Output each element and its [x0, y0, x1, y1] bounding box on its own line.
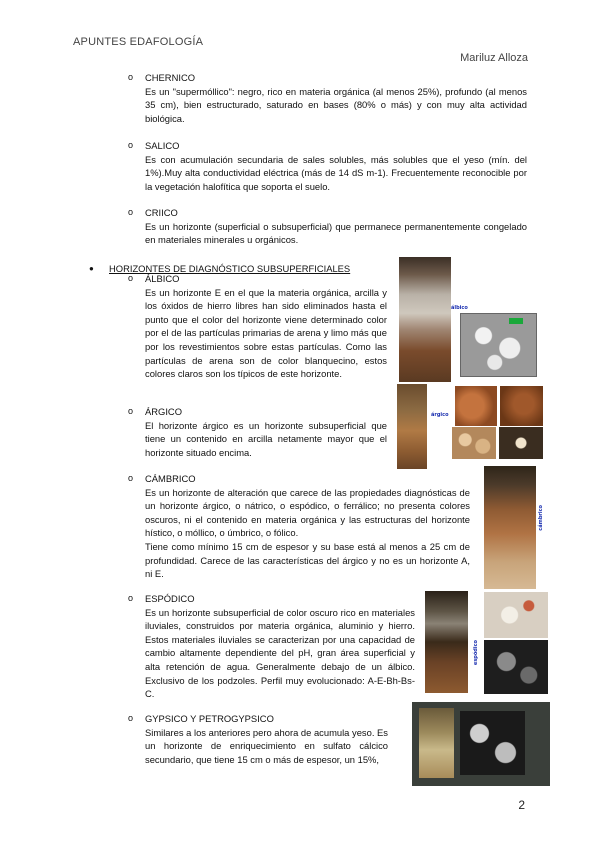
section-title: CRIICO [145, 207, 178, 218]
section-body: Es un horizonte de alteración que carece de las propiedades diagnósticas de un horizonte árgico, o nátrico, o espódico, o ferrálico; no presenta colores oscuros, ni el contenido en materia orgánica y las estructuras del horizonte hístico, o móllico, o úmbrico, o fólico. [145, 486, 470, 539]
section-gypsico [128, 712, 388, 766]
cambrico-figure-label: cámbrico [538, 505, 544, 531]
list-bullet: o [128, 406, 134, 416]
section-body: Es un "supermóllico": negro, rico en materia orgánica (al menos 25%), profundo (al menos 35 cm), bien estructurado, saturado en bases (80% o más) y con muy alta actividad biológica. [145, 85, 527, 124]
section-title: CHERNICO [145, 72, 196, 83]
list-bullet: o [128, 273, 134, 283]
albico-micrograph-photo [460, 313, 537, 377]
section-criico [128, 206, 527, 247]
espodico-micrograph-photo-2 [484, 640, 548, 694]
albico-figure-label: álbico [451, 305, 468, 311]
gypsico-micrograph-photo [460, 711, 525, 775]
section-body: Similares a los anteriores pero ahora de acumula yeso. Es un horizonte de enriquecimiento en sulfato cálcico secundario, que tiene 15 cm o más de espesor, un 15%, [145, 726, 388, 765]
section-body: Es un horizonte (superficial o subsuperficial) que permanece permanentemente congelado en materiales minerales u orgánicos. [145, 220, 527, 246]
section-body: Es un horizonte subsuperficial de color oscuro rico en materiales iluviales, construidos por materia orgánica, aluminio y hierro. Estos materiales iluviales se caracterizan por una capacidad de cambio altamente dependiente del pH, gran área superficial y alta retención de agua. Generalmente debajo de un álbico. Exclusivo de los podzoles. Perfil muy evolucionado: A-E-Bh-Bs-C. [145, 606, 415, 700]
cambrico-soil-profile-photo [484, 466, 536, 589]
espodico-micrograph-photo [484, 592, 548, 638]
espodico-soil-profile-photo [425, 591, 468, 693]
document-author: Mariluz Alloza [460, 52, 528, 64]
section-body: El horizonte árgico es un horizonte subsuperficial que tiene un contenido en arcilla netamente mayor que el horizonte situado encima. [145, 419, 387, 458]
list-bullet: o [128, 207, 134, 217]
list-bullet: o [128, 473, 134, 483]
argico-field-photo-2 [500, 386, 543, 426]
list-bullet: o [128, 72, 134, 82]
main-bullet-dot: ● [89, 264, 94, 273]
argico-field-photo [455, 386, 497, 426]
section-body-continued: Tiene como mínimo 15 cm de espesor y su base está al menos a 25 cm de profundidad. Carece de las características del árgico y no es un horizonte A, ni E. [145, 540, 470, 580]
section-title: ÁRGICO [145, 406, 182, 417]
list-bullet: o [128, 140, 134, 150]
section-title: ESPÓDICO [145, 593, 195, 604]
section-title: CÁMBRICO [145, 473, 196, 484]
document-header-title: APUNTES EDAFOLOGÍA [73, 36, 204, 48]
section-title: GYPSICO Y PETROGYPSICO [145, 713, 274, 724]
list-bullet: o [128, 593, 134, 603]
argico-figure-label: árgico [431, 412, 449, 418]
section-albico [128, 272, 387, 381]
section-argico [128, 405, 387, 459]
espodico-figure-label: espódico [473, 640, 479, 666]
section-chernico [128, 71, 527, 125]
argico-micrograph-photo [452, 427, 496, 459]
albico-soil-profile-photo [399, 257, 451, 382]
section-salico [128, 139, 527, 193]
main-heading-label: HORIZONTES DE DIAGNÓSTICO SUBSUPERFICIALES [109, 263, 351, 274]
scale-bar-marker [509, 318, 523, 324]
section-cambrico [128, 472, 470, 581]
section-body: Es un horizonte E en el que la materia orgánica, arcilla y los óxidos de hierro libres han sido eliminados hasta el punto que el color del horizonte viene determinado color por el de las partículas primarias de arena y limo más que por los revestimientos sobre estas partículas. Como las partículas de arena son de color blanquecino, estos colores claros son los típicos de este horizonte. [145, 286, 387, 380]
gypsico-soil-profile-photo [419, 708, 454, 778]
argico-micrograph-photo-2 [499, 427, 543, 459]
argico-soil-profile-photo [397, 384, 427, 469]
section-title: SALICO [145, 140, 180, 151]
section-title: ÁLBICO [145, 273, 180, 284]
section-espodico [128, 592, 415, 701]
list-bullet: o [128, 713, 134, 723]
page-number: 2 [518, 798, 525, 812]
section-body: Es con acumulación secundaria de sales solubles, más solubles que el yeso (mín. del 1%).Muy alta conductividad eléctrica (más de 14 dS m-1). Frecuentemente reconocible por la vegetación halofítica que soporta el suelo. [145, 153, 527, 192]
